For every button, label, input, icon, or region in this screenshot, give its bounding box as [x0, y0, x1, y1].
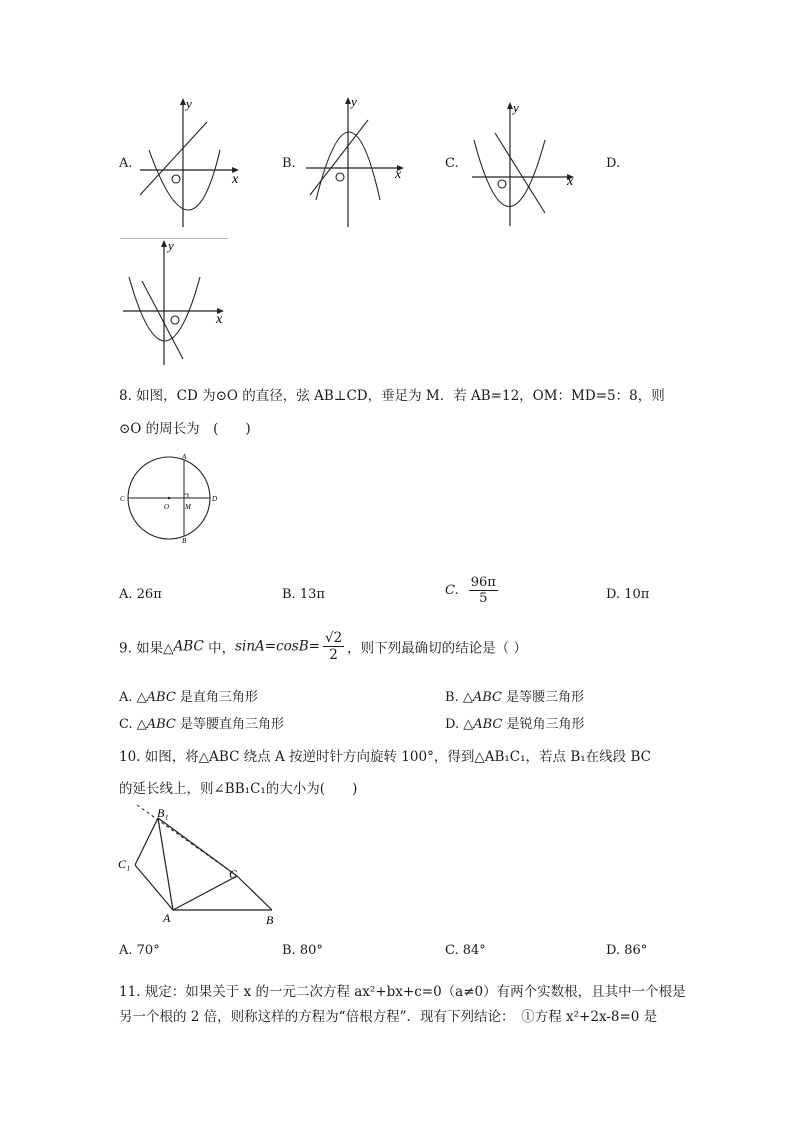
- q8-circle-figure: [118, 455, 223, 545]
- svg-text:C: C: [120, 495, 125, 503]
- svg-text:y: y: [186, 96, 192, 111]
- svg-text:y: y: [168, 238, 174, 253]
- q9-option-d: D. △ABC 是锐角三角形: [445, 717, 585, 732]
- q10-stem-line2: 的延长线上，则∠BB₁C₁的大小为( ): [119, 781, 358, 797]
- svg-text:A: A: [182, 453, 187, 461]
- q7-graph-d: [118, 235, 233, 370]
- q8-option-a: A. 26π: [119, 587, 162, 602]
- q8-stem-line1: 8. 如图，CD 为⊙O 的直径，弦 AB⊥CD，垂足为 M．若 AB=12，OM：MD=5：8，则: [119, 388, 665, 404]
- svg-text:A: A: [163, 911, 171, 925]
- option-a-label: A.: [119, 156, 133, 171]
- svg-text:x: x: [567, 174, 574, 189]
- q10-stem-line1: 10. 如图，将△ABC 绕点 A 按逆时针方向旋转 100°，得到△AB₁C₁，若点 B₁在线段 BC: [119, 749, 651, 765]
- q8-option-b: B. 13π: [282, 587, 325, 602]
- option-c-label: C.: [445, 156, 459, 171]
- svg-text:y: y: [351, 94, 357, 109]
- option-b-label: B.: [282, 156, 296, 171]
- q8-stem-line2: ⊙O 的周长为 ( ): [119, 421, 251, 437]
- q10-triangle-figure: [115, 802, 285, 927]
- q9-stem: 9. 如果△ABC 中，sinA=cosB= $\frac{√2}{2}$ ，则下列最确切的结论是（ ）: [119, 630, 527, 663]
- svg-text:O: O: [164, 503, 170, 511]
- q9-option-c: C. △ABC 是等腰直角三角形: [119, 717, 285, 732]
- svg-text:B: B: [266, 913, 274, 927]
- q9-option-b: B. △ABC 是等腰三角形: [445, 690, 585, 705]
- q7-graph-b: [298, 92, 413, 232]
- option-d-label: D.: [606, 156, 621, 171]
- svg-text:x: x: [232, 172, 239, 187]
- svg-text:B: B: [182, 537, 187, 545]
- q7-graph-a: [135, 95, 250, 235]
- svg-text:y: y: [513, 100, 519, 115]
- q8-option-c: C. $\frac{96\pi}{5}$: [445, 575, 496, 606]
- svg-text:B₁: B₁: [157, 806, 169, 820]
- q11-stem-line1: 11. 规定：如果关于 x 的一元二次方程 ax²+bx+c=0（a≠0）有两个实数根，且其中一个根是: [119, 984, 686, 1000]
- q10-option-a: A. 70°: [119, 943, 160, 958]
- q8-option-d: D. 10π: [606, 587, 650, 602]
- q9-option-a: A. △ABC 是直角三角形: [119, 690, 258, 705]
- q11-stem-line2: 另一个根的 2 倍，则称这样的方程为“倍根方程”．现有下列结论： ①方程 x²+2x-8=0 是: [119, 1009, 658, 1025]
- svg-text:x: x: [395, 167, 402, 182]
- q10-option-b: B. 80°: [282, 943, 323, 958]
- svg-text:M: M: [185, 503, 191, 511]
- svg-text:C: C: [229, 867, 238, 881]
- svg-text:D: D: [212, 495, 218, 503]
- svg-text:x: x: [216, 312, 223, 327]
- q10-option-c: C. 84°: [445, 943, 486, 958]
- svg-text:C₁: C₁: [118, 857, 131, 871]
- q7-graph-c: [462, 98, 582, 233]
- q10-option-d: D. 86°: [606, 943, 648, 958]
